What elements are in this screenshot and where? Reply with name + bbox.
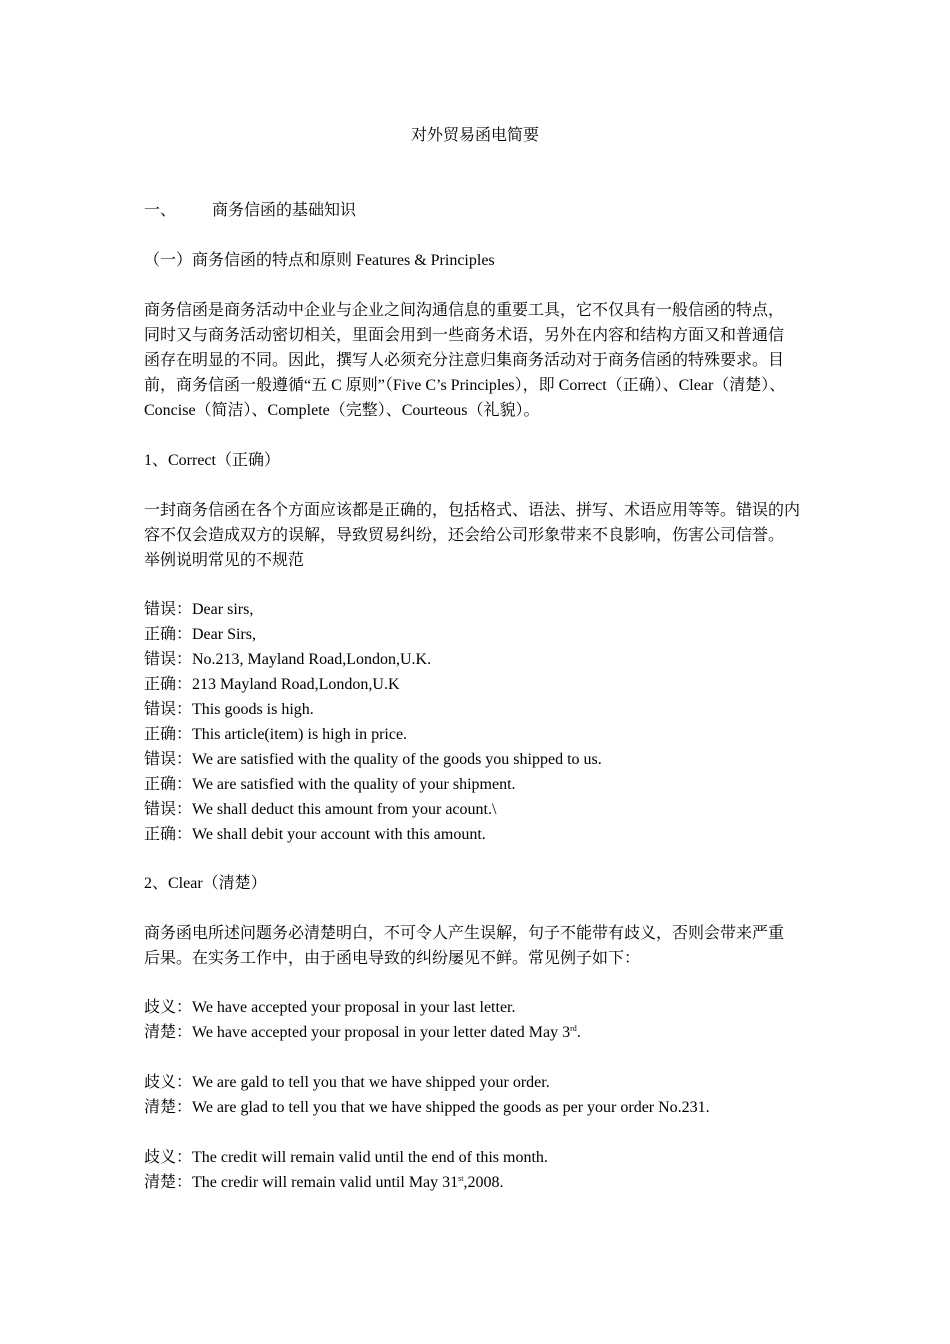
clear-example-1 (144, 995, 581, 1045)
example-line: 错误：No.213, Mayland Road,London,U.K. (144, 651, 432, 668)
paragraph-line: 容不仅会造成双方的误解，导致贸易纠纷，还会给公司形象带来不良影响，伤害公司信誉。 (144, 527, 785, 544)
paragraph-line: 后果。在实务工作中，由于函电导致的纠纷屡见不鲜。常见例子如下： (144, 950, 641, 967)
example-line: 正确：Dear Sirs, (144, 626, 256, 643)
correct-heading: 1、Correct（正确） (144, 452, 280, 469)
example-line: 错误：We shall deduct this amount from your acount.\ (144, 801, 497, 818)
paragraph-line: 函存在明显的不同。因此，撰写人必须充分注意归集商务活动对于商务信函的特殊要求。目 (144, 352, 785, 369)
correct-examples (144, 597, 602, 847)
clear-example-2 (144, 1070, 710, 1120)
paragraph-line: 前，商务信函一般遵循“五 C 原则”（Five C’s Principles），即 Correct（正确）、Clear（清楚）、 (144, 377, 786, 394)
example-line: 正确：We are satisfied with the quality of your shipment. (144, 776, 516, 793)
paragraph-line: 商务信函是商务活动中企业与企业之间沟通信息的重要工具，它不仅具有一般信函的特点， (144, 302, 785, 319)
example-clear (144, 1020, 581, 1045)
paragraph-line: 举例说明常见的不规范 (144, 552, 305, 569)
clear-heading: 2、Clear（清楚） (144, 875, 267, 892)
example-line: 正确：We shall debit your account with this amount. (144, 826, 486, 843)
correct-paragraph (144, 498, 800, 573)
section-title: 商务信函的基础知识 (212, 202, 357, 219)
example-line: 错误：Dear sirs, (144, 601, 254, 618)
ordinal-suffix: st (458, 1174, 464, 1183)
ordinal-suffix: rd (570, 1024, 577, 1033)
clear-paragraph (144, 921, 784, 971)
example-ambiguous: 歧义：We are gald to tell you that we have shipped your order. (144, 1074, 550, 1091)
example-line: 正确：213 Mayland Road,London,U.K (144, 676, 400, 693)
document-title: 对外贸易函电简要 (410, 127, 539, 144)
subsection-heading: （一）商务信函的特点和原则 Features & Principles (144, 252, 495, 269)
example-clear-end: . (576, 1024, 581, 1041)
clear-example-3 (144, 1145, 548, 1195)
example-ambiguous: 歧义：The credit will remain valid until the end of this month. (144, 1149, 548, 1166)
intro-paragraph (144, 298, 785, 423)
example-line: 错误：This goods is high. (144, 701, 314, 718)
example-clear-text: 清楚：We have accepted your proposal in your letter dated May 3 (144, 1024, 571, 1041)
example-clear-text: 清楚：The credir will remain valid until May 31 (144, 1174, 459, 1191)
paragraph-line: 同时又与商务活动密切相关，里面会用到一些商务术语，另外在内容和结构方面又和普通信 (144, 327, 785, 344)
example-clear-end: ,2008. (463, 1174, 504, 1191)
paragraph-line: 商务函电所述问题务必清楚明白，不可令人产生误解，句子不能带有歧义，否则会带来严重 (144, 925, 785, 942)
example-clear: 清楚：We are glad to tell you that we have shipped the goods as per your order No.231. (144, 1099, 710, 1116)
paragraph-line: Concise（简洁）、Complete（完整）、Courteous（礼貌）。 (144, 402, 540, 419)
example-line: 错误：We are satisfied with the quality of the goods you shipped to us. (144, 751, 602, 768)
example-ambiguous: 歧义：We have accepted your proposal in your last letter. (144, 999, 516, 1016)
example-clear (144, 1170, 548, 1195)
paragraph-line: 一封商务信函在各个方面应该都是正确的，包括格式、语法、拼写、术语应用等等。错误的内 (144, 502, 801, 519)
section-heading (144, 198, 356, 223)
section-number: 一、 (144, 202, 177, 219)
example-line: 正确：This article(item) is high in price. (144, 726, 408, 743)
